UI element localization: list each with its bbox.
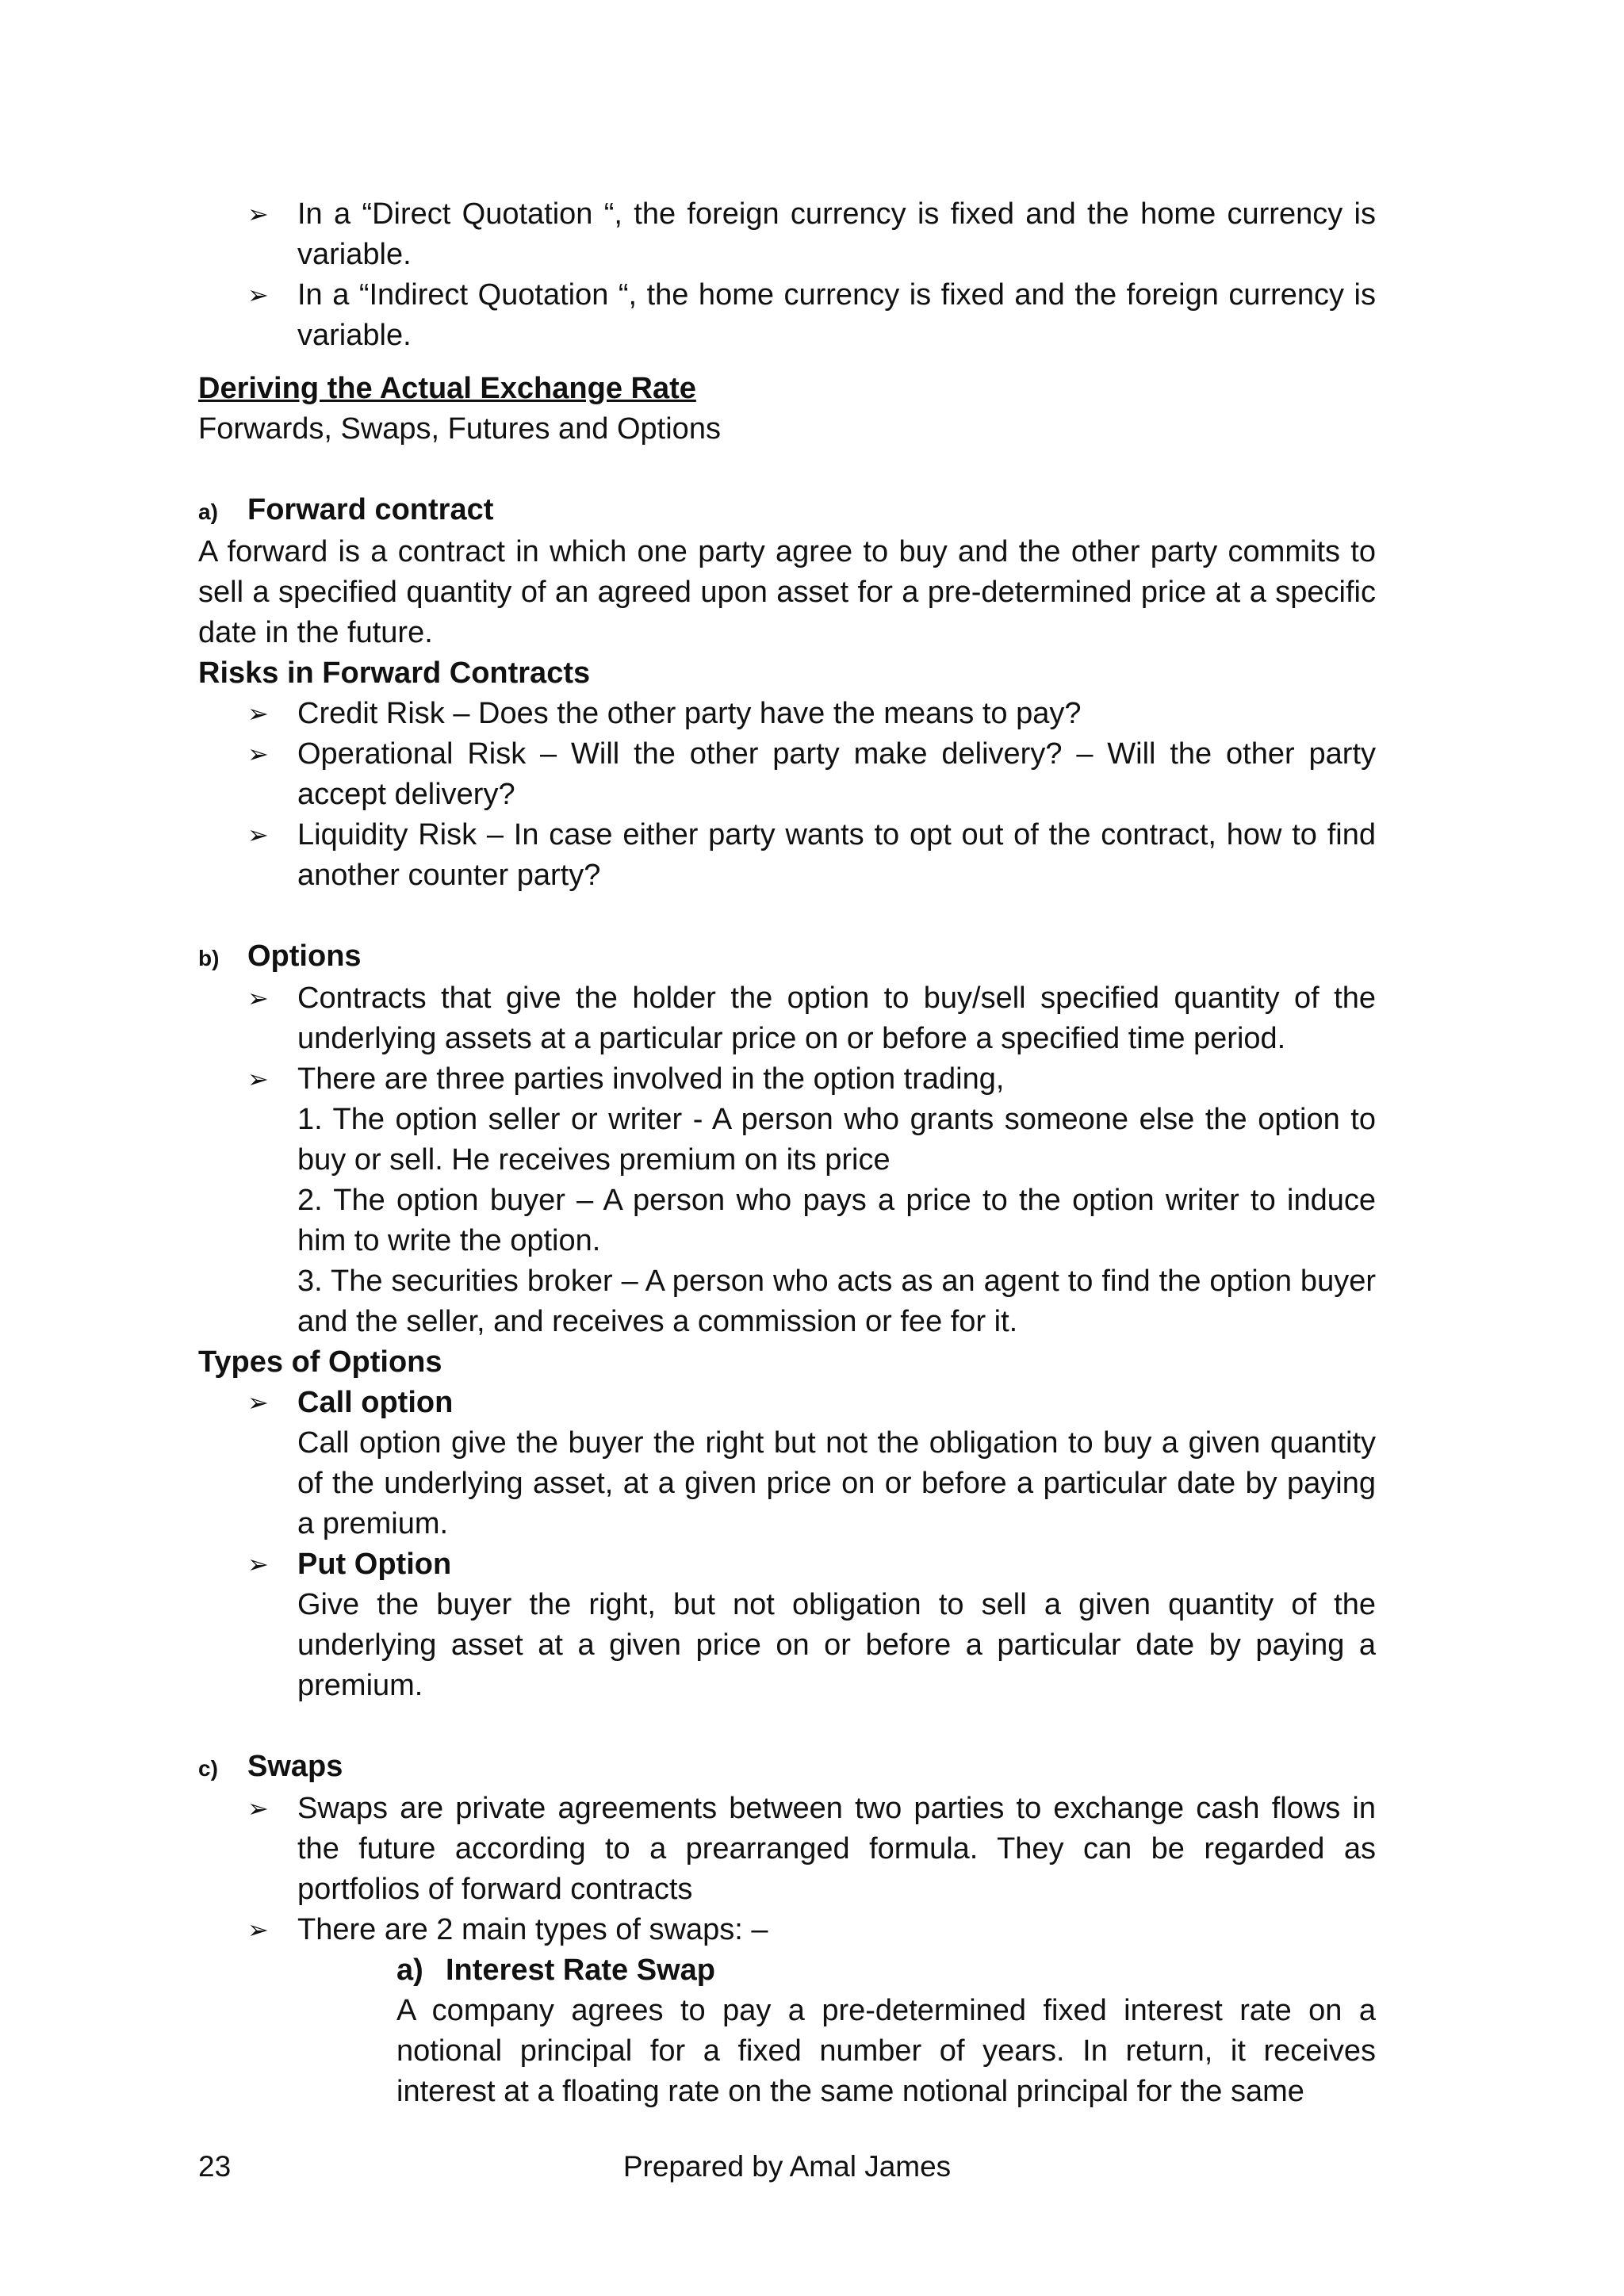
arrowhead-bullet-icon: ➢: [247, 984, 269, 1012]
arrowhead-bullet-icon: ➢: [247, 281, 269, 309]
put-option-title: Put Option: [297, 1548, 452, 1581]
list-item: ➢ In a “Direct Quotation “, the foreign currency is fixed and the home currency is variable.: [198, 194, 1376, 275]
deriving-subtitle: Forwards, Swaps, Futures and Options: [198, 412, 721, 446]
list-item: [198, 1423, 1376, 1544]
subsection-title: Interest Rate Swap: [446, 1954, 715, 1987]
section-letter: b): [198, 946, 220, 970]
swaps-bullet-list: [198, 1789, 1376, 1950]
deriving-heading: Deriving the Actual Exchange Rate: [198, 372, 696, 405]
arrowhead-bullet-icon: ➢: [247, 1388, 269, 1417]
risks-heading: Risks in Forward Contracts: [198, 656, 591, 690]
list-item: [198, 1383, 1376, 1423]
list-item: 3. The securities broker – A person who acts as an agent to find the option buyer and the seller, and receives a commission or fee for it.: [297, 1265, 1376, 1338]
list-item: ➢ Operational Risk – Will the other party make delivery? – Will the other party accept delivery?: [198, 734, 1376, 815]
types-of-options-heading: Types of Options: [198, 1345, 442, 1379]
list-item: ➢ In a “Indirect Quotation “, the home currency is fixed and the foreign currency is variable.: [198, 275, 1376, 356]
section-title: Options: [247, 939, 362, 973]
call-option-text: Call option give the buyer the right but not the obligation to buy a given quantity of the underlying asset, at a given price on or before a particular date by paying a premium.: [297, 1426, 1376, 1540]
list-item: ➢ Contracts that give the holder the option to buy/sell specified quantity of the underlying assets at a particular price on or before a specified time period.: [198, 978, 1376, 1059]
options-bullet-list: [198, 978, 1376, 1100]
section-title: Swaps: [247, 1750, 343, 1783]
document-page: [198, 194, 1376, 2112]
forward-contract-section: [198, 490, 1376, 896]
option-parties-list: [198, 1100, 1376, 1342]
list-item: [198, 1585, 1376, 1706]
subsection-letter: a): [396, 1954, 423, 1987]
options-section: [198, 936, 1376, 1706]
call-option-title: Call option: [297, 1386, 454, 1419]
interest-rate-swap: [198, 1950, 1376, 2112]
list-item: 2. The option buyer – A person who pays a price to the option writer to induce him to write the option.: [297, 1184, 1376, 1257]
arrowhead-bullet-icon: ➢: [247, 1794, 269, 1823]
prepared-by: Prepared by Amal James: [622, 2150, 952, 2183]
arrowhead-bullet-icon: ➢: [247, 1915, 269, 1944]
arrowhead-bullet-icon: ➢: [247, 821, 269, 849]
interest-rate-swap-text: A company agrees to pay a pre-determined fixed interest rate on a notional principal for a fixed number of years. In return, it receives interest at a floating rate on the same notional principal for the same: [396, 1994, 1376, 2108]
quotation-bullet-list: [198, 194, 1376, 356]
arrowhead-bullet-icon: ➢: [247, 1065, 269, 1093]
arrowhead-bullet-icon: ➢: [247, 699, 269, 728]
list-item: ➢ Credit Risk – Does the other party have the means to pay?: [198, 694, 1376, 734]
section-letter: a): [198, 499, 218, 524]
risks-list: [198, 694, 1376, 896]
arrowhead-bullet-icon: ➢: [247, 740, 269, 768]
section-letter: c): [198, 1756, 218, 1781]
list-item: ➢ Liquidity Risk – In case either party wants to opt out of the contract, how to find another counter party?: [198, 815, 1376, 896]
forward-definition: A forward is a contract in which one party agree to buy and the other party commits to sell a specified quantity of an agreed upon asset for a pre-determined price at a specific date in the future.: [198, 535, 1376, 649]
swaps-section: [198, 1747, 1376, 2112]
list-item: 1. The option seller or writer - A person who grants someone else the option to buy or sell. He receives premium on its price: [297, 1103, 1376, 1177]
put-option-text: Give the buyer the right, but not obligation to sell a given quantity of the underlying asset at a given price on or before a particular date by paying a premium.: [297, 1588, 1376, 1702]
list-item: ➢ Swaps are private agreements between two parties to exchange cash flows in the future according to a prearranged formula. They can be regarded as portfolios of forward contracts: [198, 1789, 1376, 1910]
list-item: ➢ There are 2 main types of swaps: –: [198, 1910, 1376, 1950]
option-types-list: [198, 1383, 1376, 1706]
arrowhead-bullet-icon: ➢: [247, 1550, 269, 1578]
arrowhead-bullet-icon: ➢: [247, 200, 269, 228]
page-number: 23: [198, 2150, 232, 2183]
list-item: [198, 1544, 1376, 1585]
section-title: Forward contract: [247, 493, 494, 526]
list-item: ➢ There are three parties involved in the option trading,: [198, 1059, 1376, 1100]
